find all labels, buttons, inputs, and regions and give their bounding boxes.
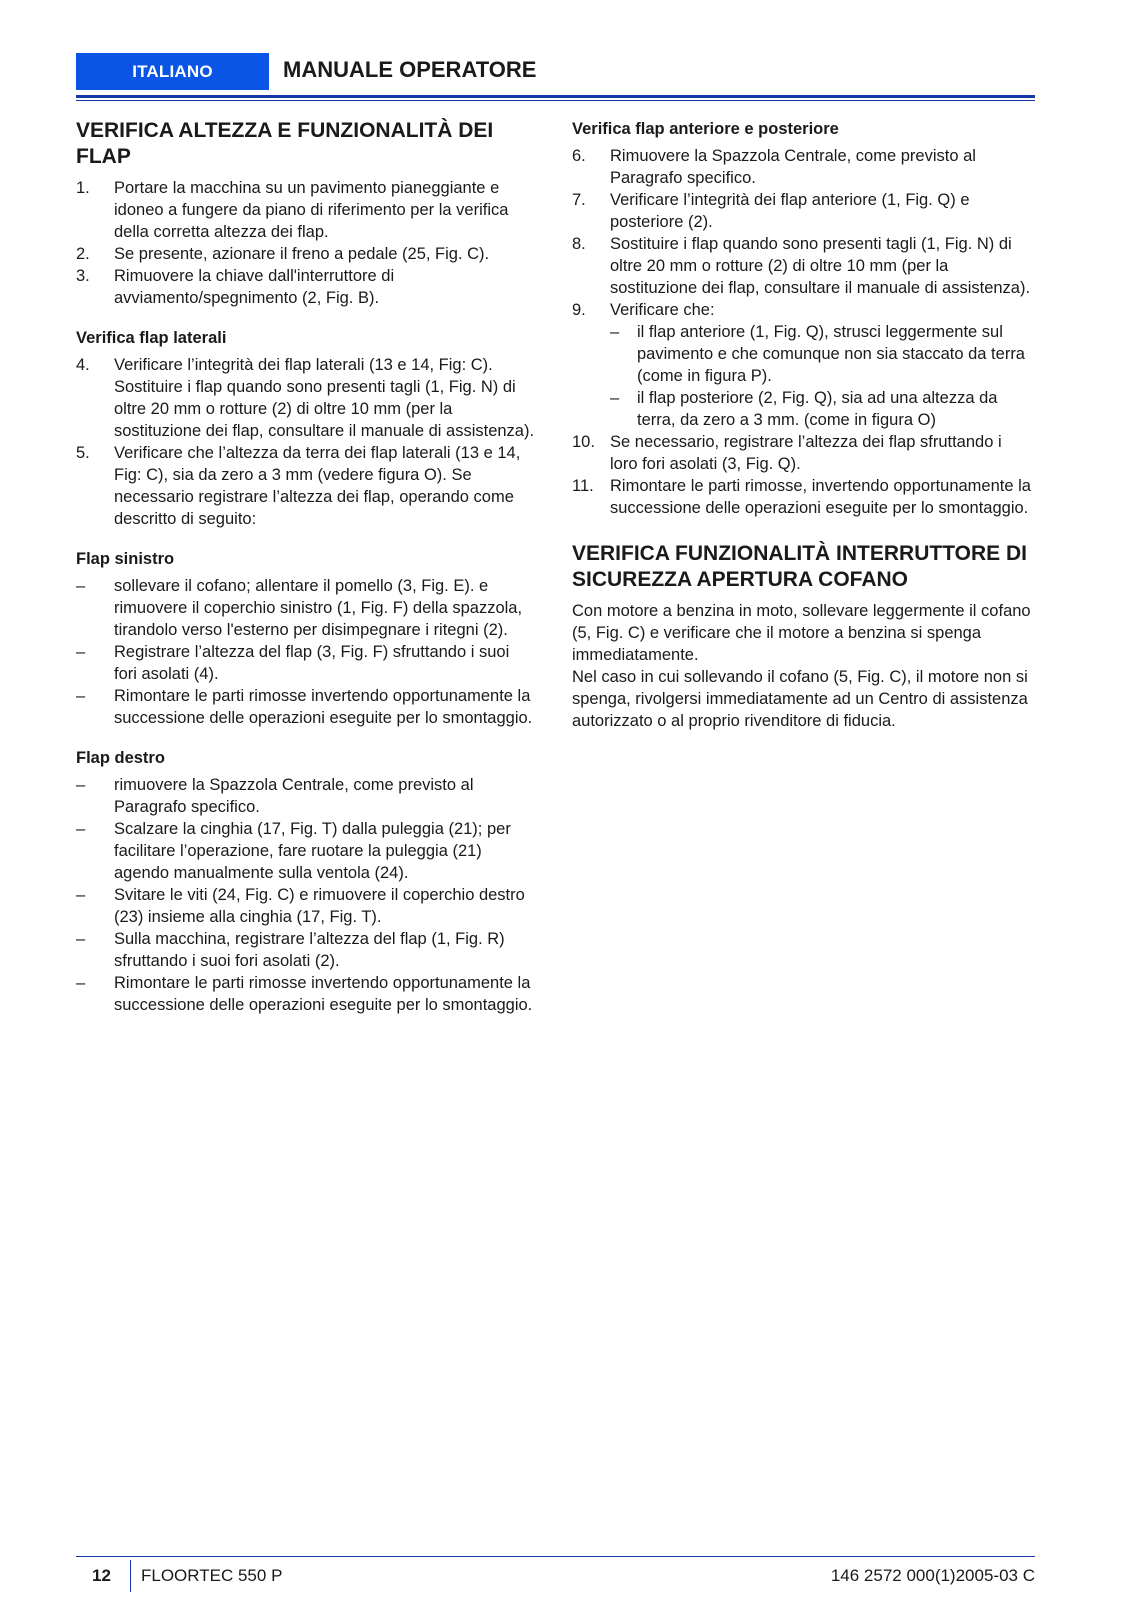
step-text: Verificare l’integrità dei flap laterali (13 e 14, Fig: C). Sostituire i flap quando sono presenti tagli (1, Fig. N) di oltre 20 mm o rotture (2) di oltre 10 mm (per la sostituzione dei flap, consultare il manuale di assistenza). (114, 356, 535, 440)
item-text: rimuovere la Spazzola Centrale, come previsto al Paragrafo specifico. (114, 776, 474, 816)
item-text: Svitare le viti (24, Fig. C) e rimuovere il coperchio destro (23) insieme alla cinghia (17, Fig. T). (114, 886, 525, 926)
list-item (76, 177, 536, 243)
list-item (610, 321, 1032, 387)
list-item (76, 243, 536, 265)
list-item (76, 884, 536, 928)
step-number: 5. (76, 444, 90, 462)
step-text: Rimontare le parti rimosse, invertendo opportunamente la successione delle operazioni eseguite per lo smontaggio. (610, 477, 1031, 517)
list-item (610, 387, 1032, 431)
list-item (76, 442, 536, 530)
language-tab: ITALIANO (76, 53, 269, 90)
right-flap-list (76, 774, 536, 1016)
dash-bullet: – (76, 886, 86, 904)
right-column (572, 118, 1032, 732)
step-number: 8. (572, 235, 586, 253)
section-title-safety-switch: VERIFICA FUNZIONALITÀ INTERRUTTORE DI SICUREZZA APERTURA COFANO (572, 542, 1027, 591)
step-number: 6. (572, 147, 586, 165)
list-item (76, 928, 536, 972)
item-text: Rimontare le parti rimosse invertendo opportunamente la successione delle operazioni eseguite per lo smontaggio. (114, 687, 533, 727)
header-rule-thin (76, 100, 1035, 101)
dash-bullet: – (610, 389, 620, 407)
list-item (572, 145, 1032, 189)
dash-bullet: – (76, 643, 86, 661)
subsection-title-left-flap: Flap sinistro (76, 550, 175, 568)
step-text: Rimuovere la chiave dall'interruttore di avviamento/spegnimento (2, Fig. B). (114, 267, 395, 307)
step-number: 9. (572, 301, 586, 319)
safety-paragraph-2: Nel caso in cui sollevando il cofano (5, Fig. C), il motore non si spenga, rivolgersi immediatamente ad un Centro di assistenza autorizzato o al proprio rivenditore di fiducia. (572, 668, 1028, 730)
list-item (76, 641, 536, 685)
list-item (572, 431, 1032, 475)
left-column (76, 118, 536, 1016)
item-text: sollevare il cofano; allentare il pomello (3, Fig. E). e rimuovere il coperchio sinistro (1, Fig. F) della spazzola, tirandolo verso l'esterno per disimpegnare i ritegni (2). (114, 577, 523, 639)
dash-bullet: – (76, 577, 86, 595)
safety-paragraph-1: Con motore a benzina in moto, sollevare leggermente il cofano (5, Fig. C) e verificare che il motore a benzina si spenga immediatamente. (572, 602, 1031, 664)
step-number: 11. (572, 477, 594, 495)
dash-bullet: – (610, 323, 620, 341)
list-item (76, 774, 536, 818)
subsection-title-front-rear: Verifica flap anteriore e posteriore (572, 120, 839, 138)
step-number: 3. (76, 267, 90, 285)
step-text: Sostituire i flap quando sono presenti tagli (1, Fig. N) di oltre 20 mm o rotture (2) di oltre 10 mm (per la sostituzione dei flap, consultare il manuale di assistenza). (610, 235, 1031, 297)
dash-bullet: – (76, 930, 86, 948)
list-item (76, 972, 536, 1016)
section-title-flap-check: VERIFICA ALTEZZA E FUNZIONALITÀ DEI FLAP (76, 119, 494, 168)
page-number: 12 (92, 1566, 111, 1585)
list-item (76, 575, 536, 641)
dash-bullet: – (76, 687, 86, 705)
step-number: 7. (572, 191, 586, 209)
step-text: Rimuovere la Spazzola Centrale, come previsto al Paragrafo specifico. (610, 147, 976, 187)
header-rule (76, 95, 1035, 98)
list-item (572, 233, 1032, 299)
subsection-title-right-flap: Flap destro (76, 749, 165, 767)
step-text: Verificare che: (610, 301, 715, 319)
step-number: 10. (572, 433, 595, 451)
dash-bullet: – (76, 776, 86, 794)
subsection-title-lateral: Verifica flap laterali (76, 329, 227, 347)
step-number: 4. (76, 356, 90, 374)
step-text: Se necessario, registrare l’altezza dei flap sfruttando i loro fori asolati (3, Fig. Q). (610, 433, 1002, 473)
step-text: Portare la macchina su un pavimento pianeggiante e idoneo a fungere da piano di riferimento per la verifica della corretta altezza dei flap. (114, 179, 509, 241)
item-text: il flap anteriore (1, Fig. Q), strusci leggermente sul pavimento e che comunque non sia staccato da terra (come in figura P). (637, 323, 1025, 385)
steps-list-6-9 (572, 145, 1032, 519)
footer-rule (76, 1556, 1035, 1557)
list-item (572, 189, 1032, 233)
step-text: Se presente, azionare il freno a pedale (25, Fig. C). (114, 245, 490, 263)
check-sublist (610, 321, 1032, 431)
manual-title: MANUALE OPERATORE (283, 57, 537, 82)
step-text: Verificare l’integrità dei flap anteriore (1, Fig. Q) e posteriore (2). (610, 191, 970, 231)
list-item (76, 685, 536, 729)
list-item (76, 354, 536, 442)
step-number: 1. (76, 179, 90, 197)
list-item (572, 475, 1032, 519)
item-text: Scalzare la cinghia (17, Fig. T) dalla puleggia (21); per facilitare l’operazione, fare ruotare la puleggia (21) agendo manualmente sulla ventola (24). (114, 820, 511, 882)
footer-divider (130, 1560, 131, 1592)
steps-list-4-5 (76, 354, 536, 530)
left-flap-list (76, 575, 536, 729)
list-item (76, 818, 536, 884)
item-text: il flap posteriore (2, Fig. Q), sia ad una altezza da terra, da zero a 3 mm. (come in figura O) (637, 389, 998, 429)
step-number: 2. (76, 245, 90, 263)
list-item (572, 299, 1032, 431)
list-item (76, 265, 536, 309)
product-name: FLOORTEC 550 P (141, 1566, 283, 1585)
item-text: Registrare l’altezza del flap (3, Fig. F) sfruttando i suoi fori asolati (4). (114, 643, 510, 683)
step-text: Verificare che l’altezza da terra dei flap laterali (13 e 14, Fig: C), sia da zero a 3 mm (vedere figura O). Se necessario registrare l’altezza dei flap, operando come descritto di seguito: (114, 444, 521, 528)
item-text: Sulla macchina, registrare l’altezza del flap (1, Fig. R) sfruttando i suoi fori asolati (2). (114, 930, 505, 970)
item-text: Rimontare le parti rimosse invertendo opportunamente la successione delle operazioni eseguite per lo smontaggio. (114, 974, 533, 1014)
dash-bullet: – (76, 974, 86, 992)
document-code: 146 2572 000(1)2005-03 C (830, 1566, 1035, 1585)
steps-list-1-3 (76, 177, 536, 309)
dash-bullet: – (76, 820, 86, 838)
